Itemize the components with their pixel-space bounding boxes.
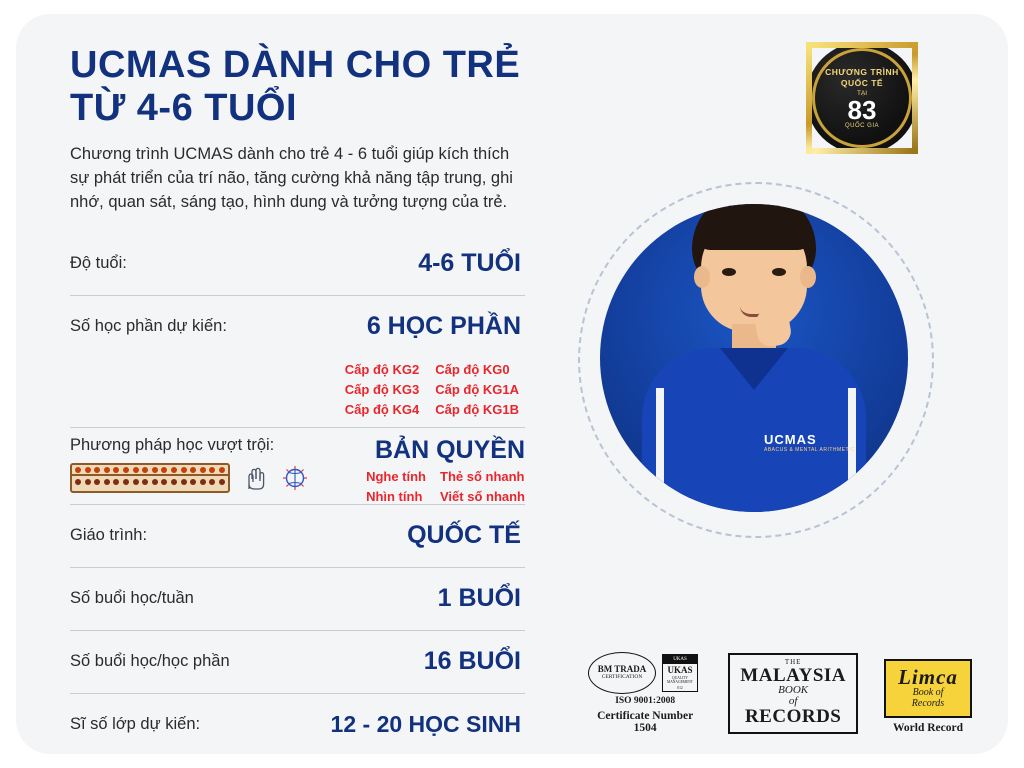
ukas-top: UKAS xyxy=(663,655,697,664)
badge-line1: CHƯƠNG TRÌNH xyxy=(825,66,899,77)
shirt-logo-text: UCMAS xyxy=(764,432,817,447)
row-label-curriculum: Giáo trình: xyxy=(70,526,148,545)
badge-bottom-label: QUỐC GIA xyxy=(844,123,879,130)
bm-trada-name: BM TRADA xyxy=(597,664,647,675)
level-item: Cấp độ KG4 xyxy=(344,401,420,417)
malaysia-line2: MALAYSIA xyxy=(740,665,847,686)
row-value-sessions-week: 1 BUỔI xyxy=(437,584,521,613)
method-tag: Nhìn tính xyxy=(366,488,423,504)
row-label-sessions-module: Số buổi học/học phần xyxy=(70,652,230,671)
left-content-column xyxy=(70,44,540,754)
award-bm-trada xyxy=(588,652,702,734)
info-row-method xyxy=(70,427,525,504)
limca-line1: Limca xyxy=(898,664,958,689)
hands-icon xyxy=(240,463,270,493)
method-tag: Nghe tính xyxy=(366,468,426,484)
levels-column-left xyxy=(345,362,419,417)
malaysia-line1: THE xyxy=(784,658,802,666)
iso-standard-label: ISO 9001:2008 xyxy=(615,696,676,706)
abacus-icon xyxy=(70,463,230,493)
page-title: UCMAS DÀNH CHO TRẺ TỪ 4-6 TUỔI xyxy=(70,44,521,129)
limca-line2: Book of Records xyxy=(911,687,945,709)
award-limca-records xyxy=(884,659,972,734)
malaysia-line5: RECORDS xyxy=(744,706,842,727)
limca-caption: World Record xyxy=(893,722,963,734)
level-item: Cấp độ KG3 xyxy=(344,381,420,397)
badge-line2: QUỐC TẾ xyxy=(840,77,884,88)
info-row-sessions-module xyxy=(70,630,525,693)
info-row-sessions-week xyxy=(70,567,525,630)
info-rows xyxy=(70,233,525,754)
badge-country-count: 83 xyxy=(847,95,877,126)
info-row-age xyxy=(70,233,525,295)
badge-wrapper xyxy=(772,14,972,184)
levels-wrapper xyxy=(70,358,525,427)
limca-book-icon xyxy=(884,659,972,718)
row-label-age: Độ tuổi: xyxy=(70,254,127,273)
info-row-modules xyxy=(70,295,525,358)
bm-trada-icon xyxy=(588,652,702,694)
ukas-icon xyxy=(662,654,698,692)
levels-grid xyxy=(345,358,523,427)
method-left xyxy=(70,436,310,495)
intro-paragraph: Chương trình UCMAS dành cho trẻ 4 - 6 tuổi giúp kích thích sự phát triển của trí não, tăng cường khả năng tập trung, ghi nhớ, quan sát, sáng tạo, hình dung và tưởng tượng của trẻ. xyxy=(70,145,513,211)
level-item: Cấp độ KG2 xyxy=(344,361,420,377)
student-illustration xyxy=(604,204,904,512)
ukas-number: 012 xyxy=(677,685,683,690)
row-label-sessions-week: Số buổi học/tuần xyxy=(70,589,194,608)
row-value-sessions-module: 16 BUỔI xyxy=(423,647,521,676)
level-item: Cấp độ KG1A xyxy=(435,381,519,397)
row-label-modules: Số học phần dự kiến: xyxy=(70,317,227,336)
row-value-age: 4-6 TUỔI xyxy=(418,249,521,278)
info-row-curriculum xyxy=(70,504,525,567)
right-visual-column xyxy=(542,14,972,754)
row-value-curriculum: QUỐC TẾ xyxy=(407,521,521,550)
method-tags-right xyxy=(440,469,525,504)
malaysia-line4: of xyxy=(788,695,798,707)
row-value-modules: 6 HỌC PHẦN xyxy=(366,312,521,341)
method-tags xyxy=(366,469,525,504)
malaysia-book-icon xyxy=(728,653,858,734)
international-program-badge xyxy=(806,42,918,154)
malaysia-line3: BOOK xyxy=(778,684,809,696)
poster-card xyxy=(16,14,1008,754)
method-icon-group xyxy=(70,461,310,495)
brain-icon xyxy=(280,463,310,493)
level-item: Cấp độ KG1B xyxy=(435,401,519,417)
row-value-class-size: 12 - 20 HỌC SINH xyxy=(330,711,521,738)
levels-column-right xyxy=(435,362,519,417)
method-right xyxy=(366,436,525,504)
student-photo xyxy=(600,204,908,512)
ukas-sub: QUALITY MANAGEMENT xyxy=(667,675,693,685)
certificate-number-caption: Certificate Number 1504 xyxy=(597,710,694,734)
shirt-logo xyxy=(764,432,855,453)
method-tag: Thẻ số nhanh xyxy=(440,468,525,484)
award-malaysia-records xyxy=(728,653,858,734)
row-label-class-size: Sĩ số lớp dự kiến: xyxy=(70,715,201,734)
shirt-logo-subtext: ABACUS & MENTAL ARITHMETIC xyxy=(764,447,856,453)
level-item: Cấp độ KG0 xyxy=(435,361,510,377)
info-row-class-size xyxy=(70,693,525,754)
bm-trada-sub: CERTIFICATION xyxy=(601,673,643,680)
row-value-method: BẢN QUYỀN xyxy=(374,435,525,464)
bm-trada-oval xyxy=(588,652,656,694)
row-label-method: Phương pháp học vượt trội: xyxy=(70,435,275,454)
method-tag: Viết số nhanh xyxy=(440,488,525,504)
awards-row xyxy=(588,652,972,734)
ukas-mid: UKAS xyxy=(667,664,693,675)
method-tags-left xyxy=(366,469,426,504)
badge-tai-label: TẠI xyxy=(856,90,868,98)
